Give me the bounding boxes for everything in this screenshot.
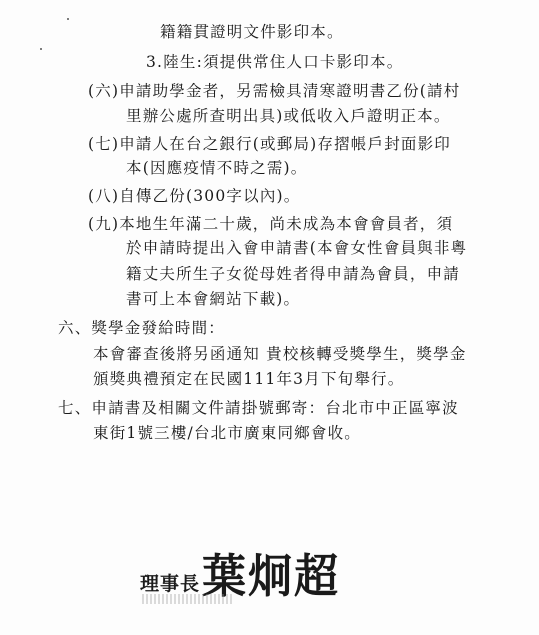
doc-line-16: 東街1號三樓/台北市廣東同鄉會收。 <box>93 424 361 442</box>
doc-line-13: 本會審查後將另函通知 貴校核轉受獎學生，獎學金 <box>93 345 467 363</box>
doc-line-1: 籍籍貫證明文件影印本。 <box>160 23 344 41</box>
doc-line-11: 書可上本會網站下載)。 <box>126 290 301 308</box>
doc-line-7: (八)自傳乙份(300字以內)。 <box>88 187 301 205</box>
signatory-title: 理事長 <box>140 573 201 595</box>
stamp-smudge <box>142 594 232 604</box>
signatory-name: 葉炯超 <box>202 549 341 604</box>
doc-line-10: 籍丈夫所生子女從母姓者得申請為會員，申請 <box>126 265 461 283</box>
doc-line-6: 本(因應疫情不時之需)。 <box>126 159 308 177</box>
doc-line-9: 於申請時提出入會申請書(本會女性會員與非粵 <box>126 239 468 257</box>
doc-line-2: 3.陸生:須提供常住人口卡影印本。 <box>146 53 404 71</box>
doc-line-4: 里辦公處所查明出具)或低收入戶證明正本。 <box>126 107 451 125</box>
section-heading-6: 六、獎學金發給時間： <box>58 319 226 337</box>
scan-speck <box>40 48 42 50</box>
doc-line-5: (七)申請人在台之銀行(或郵局)存摺帳戶封面影印 <box>88 135 451 153</box>
doc-line-8: (九)本地生年滿二十歲，尚未成為本會會員者，須 <box>88 215 454 233</box>
doc-line-14: 頒獎典禮預定在民國111年3月下旬舉行。 <box>93 370 405 388</box>
scan-speck <box>67 18 69 20</box>
doc-line-3: (六)申請助學金者，另需檢具清寒證明書乙份(請村 <box>88 82 461 100</box>
section-heading-7: 七、申請書及相關文件請掛號郵寄：台北市中正區寧波 <box>58 399 459 417</box>
